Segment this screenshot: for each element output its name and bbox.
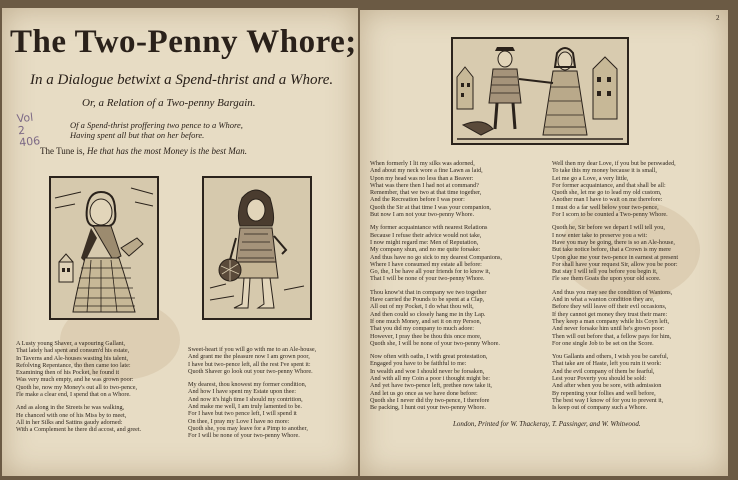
stanza (370, 160, 546, 218)
verse-line: Then will out before that, a fellow pays for him, (552, 332, 672, 340)
verse-line: And as along in the Streets he was walking, (16, 404, 125, 412)
verse-line: I now enter take to preserve you a wit: (552, 231, 648, 239)
verse-line: On thee, I pray my Love I have no more: (188, 417, 290, 425)
verse-line: And in what a wanton condition they are, (552, 296, 655, 304)
verse-line: My company shun, and no me quite forsake: (370, 246, 481, 254)
verse-line: Another man I have to wait on me therefore: (552, 196, 663, 204)
verse-line: Was very much empty, and he was grown poor: (16, 376, 134, 384)
verse-line: Be packing, I hunt out your two-penny Whore. (370, 404, 486, 412)
verse-line: All out of my Pocket, I do what thou wilt, (370, 303, 474, 311)
verse-line: Where I have consumed my estate all before: (370, 260, 482, 268)
verse-line: But take notice before, that a Crown is my mere (552, 246, 671, 254)
tune-name: He that has the most Money is the best Man. (87, 146, 247, 156)
verse-line: And grant me the pleasure now I am grown poor, (188, 353, 310, 361)
pencil-catalog-note (16, 111, 46, 150)
argument-line: Of a Spend-thrist proffering two pence to a Whore, (70, 120, 243, 130)
verse-line: But stay I will tell you before you begin it, (552, 268, 658, 276)
verse-line: Let me go a Love, a very little, (552, 174, 629, 182)
verse-line: And about my neck wore a fine Lawn as laid, (370, 167, 483, 175)
verse-line: And then could so closely hang me in thy Lap. (370, 310, 486, 318)
verse-line: Is keep out of company such a Whore. (552, 404, 648, 412)
verse-line: Quoth he, Sir before we depart I will tell you, (552, 224, 665, 232)
verse-line: Thou know'st that in company we two together (370, 288, 487, 296)
stanza (552, 224, 724, 282)
printer-imprint: London, Printed for W. Thackeray, T. Passinger, and W. Whitwood. (453, 420, 641, 428)
verse-line: For I will be none of your two-penny Whore. (188, 432, 300, 440)
tune-prefix: The Tune is, (40, 146, 85, 156)
verse-line: The best way I know of for you to prevent it, (552, 396, 664, 404)
verse-line: Because I refuse their advice would not take, (370, 231, 482, 239)
verse-line: Quoth she, let me go to lead my old custom, (552, 189, 662, 197)
verse-line: Quoth Shaver go look out your two-penny Whore. (188, 367, 313, 375)
verse-line: In Taverns and Ale-houses wasting his talent, (16, 354, 129, 362)
verse-line: Engaged you have to be faithful to me: (370, 360, 467, 368)
verse-line: I'le make a clear end, I spend that on a Whore. (16, 391, 131, 399)
verse-line: And how I have spent my Estate upon thee: (188, 388, 296, 396)
stanza (552, 353, 724, 411)
verse-line: Quoth she, I will be none of your two-penny Whore. (370, 339, 500, 347)
verse-line: I'le see them Goats the upon your old score. (552, 275, 661, 283)
verse-line: I must do a far well below your two-pence, (552, 203, 659, 211)
verse-line: He chanced with one of his Miss by to meet, (16, 411, 127, 419)
verse-line: My dearest, thou knowest my former condition, (188, 381, 307, 389)
verse-line: Have you may be going, there is so an Ale-house, (552, 238, 675, 246)
stanza (16, 404, 186, 433)
verse-line: For shall have your request Sir, allow you be poor: (552, 260, 678, 268)
verse-line: Upon glue me your two-pence in earnest at present (552, 253, 679, 261)
verse-line: And yet have two-pence left, prethee now take it, (370, 382, 492, 390)
stanza (370, 224, 546, 282)
tune-line (40, 146, 247, 156)
verse-line: However, I pray thee be thou this once more, (370, 332, 482, 340)
ballad-argument (70, 120, 300, 140)
verse-line: Examining then of his Pocket, he found it (16, 369, 120, 377)
stanza (552, 289, 724, 347)
verse-line: And with all my Coin a poor i thought might be: (370, 375, 490, 383)
verse-line: Before they will leave off their evil occasions, (552, 303, 667, 311)
verse-line: Remember, that we two at that time together, (370, 189, 482, 197)
verse-line: In wealth and woe I should never be forsaken, (370, 367, 485, 375)
verse-line: If one much Money, and set it on my Person, (370, 317, 482, 325)
verse-line: And never forsake him until he's grown poor: (552, 325, 665, 333)
verse-line: Well then my dear Love, if you but be perswaded, (552, 160, 676, 167)
pencil-volume: Vol 2 (16, 110, 34, 138)
verse-line: Refolving Repentance, tho then came too late: (16, 361, 131, 369)
verse-line: Have carried the Pounds to be spent at a Clap, (370, 296, 485, 304)
man-figure-woodcut (202, 176, 312, 320)
woman-figure-woodcut (49, 176, 159, 320)
verse-line: When formerly I lit my silks was adorned, (370, 160, 475, 167)
stanza (188, 346, 354, 375)
verse-line: And thus you may see the condition of Wantons, (552, 288, 673, 296)
verse-line: That take are of Haste, left you ruin it work: (552, 360, 662, 368)
verse-line: Quoth the Sir at that time I was your companion, (370, 203, 491, 211)
ballad-subtitle-relation: Or, a Relation of a Two-penny Bargain. (82, 97, 256, 109)
woman-figure-icon (51, 178, 157, 318)
stanza (370, 289, 546, 347)
ballad-title: The Two-Penny Whore; (10, 24, 357, 60)
man-figure-icon (204, 178, 310, 318)
verse-line: Lest your Poverty you should be sold: (552, 375, 647, 383)
couple-scene-icon (453, 39, 627, 143)
stanza (16, 340, 186, 398)
couple-in-town-woodcut (451, 37, 629, 145)
verse-line: With a Complement he there did accost, and greet. (16, 426, 142, 434)
verse-line: They keep a man company while his Coyn left, (552, 317, 670, 325)
verse-line: But now I am not your two-penny Whore. (370, 211, 475, 219)
verse-line: And make me well, I am truly lamented to be. (188, 403, 302, 411)
verse-line: Now often with oaths, I with great protestation, (370, 353, 488, 361)
verse-line: Upon my head was no less than a Beaver: (370, 174, 474, 182)
ballad-subtitle: In a Dialogue betwixt a Spend-thrist and a Whore. (30, 72, 334, 88)
verse-line: For former acquaintance, and that shall be all: (552, 181, 666, 189)
verse-column-1 (16, 340, 186, 440)
verse-line: For I have but two pence left, I will spend it (188, 410, 297, 418)
verse-line: Quoth she, you may leave for a Pimp to another, (188, 424, 308, 432)
verse-line: By repenting your follies and well before, (552, 389, 656, 397)
verse-line: All in her Silks and Sattins gaudy adorned: (16, 418, 123, 426)
verse-line: That lately had spent and consum'd his estate, (16, 347, 130, 355)
verse-line: Sweet-heart if you will go with me to an Ale-house, (188, 346, 317, 353)
verse-line: And let us go once as we have done before: (370, 389, 478, 397)
verse-line: Quoth she I never did thy two-pence, I therefore (370, 396, 490, 404)
stanza (188, 381, 354, 439)
verse-line: And after when you be sore, with admission (552, 382, 662, 390)
verse-column-4 (552, 160, 724, 418)
verse-line: A Lusty young Shaver, a vapouring Gallant, (16, 340, 126, 347)
verse-line: What was there then I had not at command? (370, 181, 479, 189)
verse-line: My former acquaintance with nearest Relations (370, 224, 488, 232)
verse-line: To take this my money because it is small, (552, 167, 657, 175)
stanza (370, 353, 546, 411)
verse-line: You Gallants and others, I wish you be careful, (552, 353, 669, 361)
verse-line: And now it's high time I should my contrition, (188, 395, 303, 403)
verse-line: For I scorn to be counted a Two-penny Whore. (552, 211, 668, 219)
verse-line: That you did my company to much adore: (370, 325, 474, 333)
verse-line: Go, the, I be have all your friends for to know it, (370, 268, 491, 276)
verse-column-2 (188, 346, 354, 446)
verse-line: That I will be none of your two-penny Whore. (370, 275, 485, 283)
pencil-number: 406 (18, 134, 41, 150)
verse-column-3 (370, 160, 546, 418)
verse-line: If they cannot get money they trust their mare: (552, 310, 668, 318)
verse-line: Quoth he, now my Money's out all to two-pence, (16, 383, 138, 391)
verse-line: And the evil company of them be fearful, (552, 367, 655, 375)
stanza (552, 160, 724, 218)
page-number: 2 (716, 14, 720, 22)
verse-line: And thus have no go sick to my dearest Companions, (370, 253, 502, 261)
verse-line: I now might regard me: Men of Reputation, (370, 238, 479, 246)
verse-line: I have but two-pence left, all the rest I've spent it: (188, 360, 311, 368)
verse-line: And the Recreation before I was poor: (370, 196, 465, 204)
verse-line: For one single Job to be set on the Score. (552, 339, 654, 347)
argument-line: Having spent all but that on her before. (70, 130, 205, 140)
